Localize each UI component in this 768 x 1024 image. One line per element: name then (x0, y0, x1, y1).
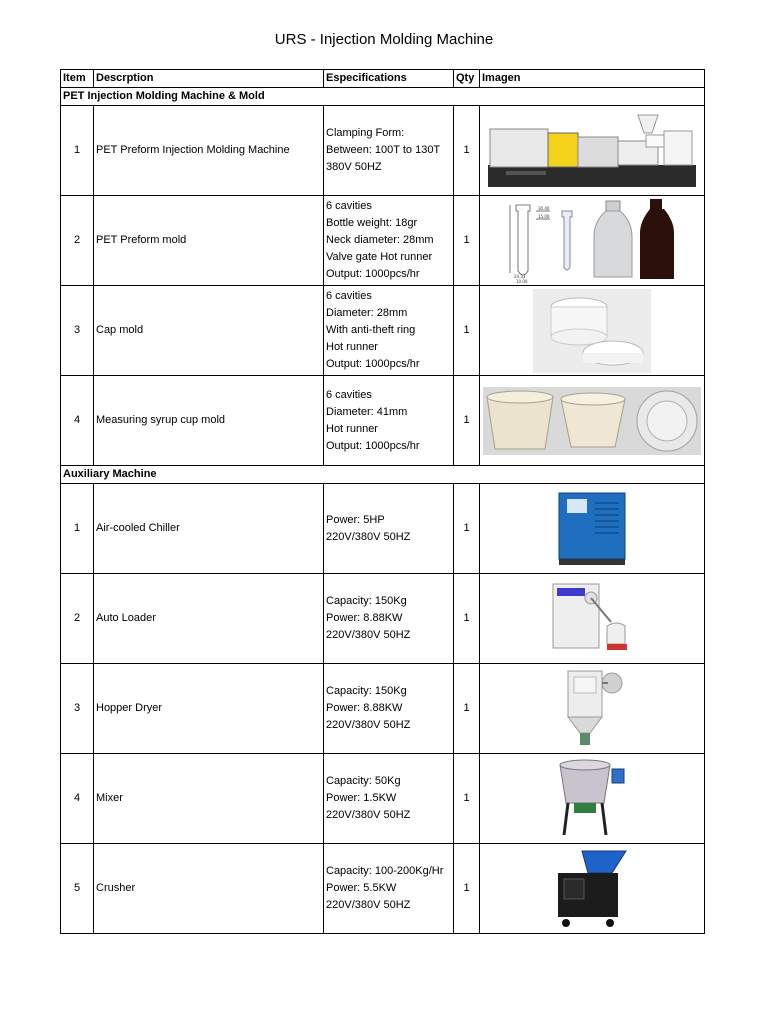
item-description: PET Preform Injection Molding Machine (94, 106, 324, 196)
item-image-cell (480, 754, 705, 844)
spec-line: Power: 8.88KW (326, 612, 403, 624)
table-row (61, 484, 705, 574)
item-description: Auto Loader (94, 574, 324, 664)
spec-line: Diameter: 28mm (326, 307, 408, 319)
item-qty: 1 (454, 844, 480, 934)
spec-line: Capacity: 150Kg (326, 595, 407, 607)
drawing-label: 15.00 (538, 213, 550, 219)
item-qty: 1 (454, 484, 480, 574)
spec-line: Between: 100T to 130T (326, 144, 441, 156)
urs-table (60, 69, 705, 934)
spec-line: 6 cavities (326, 200, 372, 212)
item-number: 3 (61, 286, 94, 376)
item-description: Hopper Dryer (94, 664, 324, 754)
spec-line: Power: 8.88KW (326, 702, 403, 714)
spec-line: Capacity: 150Kg (326, 685, 407, 697)
spec-line: 220V/380V 50HZ (326, 530, 411, 543)
measuring-cups-image (483, 387, 701, 455)
item-number: 4 (61, 754, 94, 844)
section-row (61, 466, 705, 484)
item-image-cell (480, 286, 705, 376)
spec-line: 220V/380V 50HZ (326, 719, 411, 731)
spec-line: Valve gate Hot runner (326, 251, 433, 263)
item-specifications (324, 754, 454, 844)
item-image-cell (480, 574, 705, 664)
item-image-cell (480, 196, 705, 286)
header-item: Item (61, 70, 94, 88)
item-description: Cap mold (94, 286, 324, 376)
table-row (61, 196, 705, 286)
spec-line: Hot runner (326, 341, 378, 353)
spec-line: Capacity: 50Kg (326, 775, 401, 787)
header-specifications: Especifications (324, 70, 454, 88)
spec-line: Power: 1.5KW (326, 792, 397, 804)
spec-line: Diameter: 41mm (326, 405, 408, 418)
item-specifications (324, 484, 454, 574)
item-description: Crusher (94, 844, 324, 934)
header-image: Imagen (480, 70, 705, 88)
section-title-pet: PET Injection Molding Machine & Mold (61, 88, 705, 106)
section-row (61, 88, 705, 106)
item-description: PET Preform mold (94, 196, 324, 286)
item-specifications (324, 574, 454, 664)
item-specifications (324, 376, 454, 466)
amber-bottle (640, 199, 674, 279)
hopper-dryer-image (556, 667, 628, 751)
item-specifications (324, 106, 454, 196)
spec-line: Power: 5HP (326, 513, 385, 526)
spec-line: Hot runner (326, 422, 378, 435)
item-qty: 1 (454, 664, 480, 754)
aluminum-bottle (594, 201, 632, 277)
spec-line: Clamping Form: (326, 127, 405, 139)
spec-line: 380V 50HZ (326, 161, 382, 173)
item-image-cell (480, 376, 705, 466)
item-number: 1 (61, 484, 94, 574)
crusher-image (552, 847, 632, 931)
table-row (61, 574, 705, 664)
item-image-cell (480, 106, 705, 196)
item-qty: 1 (454, 106, 480, 196)
header-qty: Qty (454, 70, 480, 88)
item-qty: 1 (454, 376, 480, 466)
spec-line: Output: 1000pcs/hr (326, 358, 420, 370)
spec-line: 6 cavities (326, 388, 372, 401)
table-row (61, 376, 705, 466)
item-description: Measuring syrup cup mold (94, 376, 324, 466)
table-row (61, 844, 705, 934)
item-specifications (324, 664, 454, 754)
table-row (61, 106, 705, 196)
page-title: URS - Injection Molding Machine (274, 31, 494, 48)
item-number: 4 (61, 376, 94, 466)
spec-line: Bottle weight: 18gr (326, 217, 418, 229)
spec-line: Power: 5.5KW (326, 882, 397, 894)
item-description: Mixer (94, 754, 324, 844)
table-header-row (61, 70, 705, 88)
table-row (61, 286, 705, 376)
item-description: Air-cooled Chiller (94, 484, 324, 574)
white-caps-image (533, 289, 651, 373)
table-row (61, 664, 705, 754)
drawing-label: 24.33 (514, 273, 526, 279)
item-specifications (324, 844, 454, 934)
spec-line: Neck diameter: 28mm (326, 234, 434, 246)
item-number: 2 (61, 196, 94, 286)
mixer-image (554, 757, 630, 841)
item-specifications (324, 196, 454, 286)
spec-line: Output: 1000pcs/hr (326, 439, 420, 452)
item-number: 1 (61, 106, 94, 196)
spec-line: Capacity: 100-200Kg/Hr (326, 865, 444, 877)
header-description: Descrption (94, 70, 324, 88)
auto-loader-image (547, 578, 637, 660)
item-number: 3 (61, 664, 94, 754)
spec-line: 6 cavities (326, 290, 372, 302)
drawing-label: 10.00 (516, 278, 528, 284)
item-qty: 1 (454, 196, 480, 286)
item-specifications (324, 286, 454, 376)
preform-drawing-and-bottles-image (502, 197, 682, 285)
item-image-cell (480, 664, 705, 754)
item-image-cell (480, 484, 705, 574)
spec-line: 220V/380V 50HZ (326, 629, 411, 641)
item-number: 2 (61, 574, 94, 664)
item-number: 5 (61, 844, 94, 934)
item-qty: 1 (454, 754, 480, 844)
item-image-cell (480, 844, 705, 934)
injection-molding-machine-image (486, 111, 698, 191)
spec-line: 220V/380V 50HZ (326, 899, 411, 911)
spec-line: 220V/380V 50HZ (326, 809, 411, 821)
section-title-auxiliary: Auxiliary Machine (61, 466, 705, 484)
chiller-image (555, 489, 629, 569)
item-qty: 1 (454, 286, 480, 376)
spec-line: Output: 1000pcs/hr (326, 268, 420, 280)
drawing-label: 30.40 (538, 205, 550, 211)
table-row (61, 754, 705, 844)
item-qty: 1 (454, 574, 480, 664)
spec-line: With anti-theft ring (326, 324, 416, 336)
